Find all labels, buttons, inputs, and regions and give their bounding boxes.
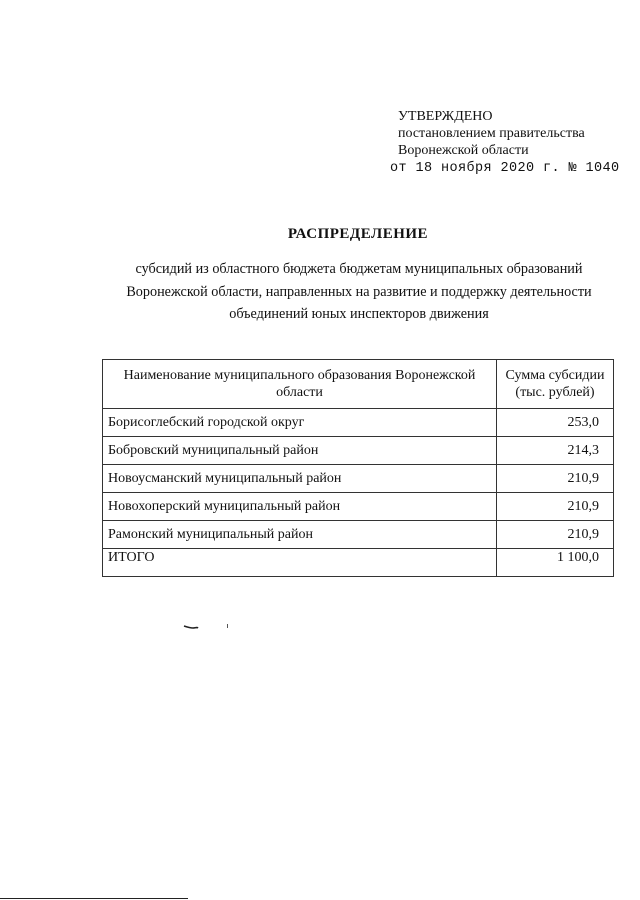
- cell-amount: 210,9: [497, 493, 614, 521]
- approval-region: Воронежской области: [398, 143, 529, 158]
- document-subtitle: [100, 258, 618, 326]
- pen-mark: [183, 624, 199, 630]
- approval-approved: УТВЕРЖДЕНО: [398, 109, 493, 124]
- header-amount: Сумма субсидии (тыс. рублей): [497, 360, 614, 409]
- subtitle-line: Воронежской области, направленных на развитие и поддержку деятельности: [126, 283, 592, 300]
- header-municipality: Наименование муниципального образования Воронежской области: [103, 360, 497, 409]
- approval-date: от 18 ноября 2020 г. № 1040: [390, 161, 620, 176]
- table-row: [103, 409, 614, 437]
- subsidy-table: [102, 359, 614, 577]
- table-header-row: [103, 360, 614, 409]
- approval-decree: постановлением правительства: [398, 126, 585, 141]
- cell-amount: 210,9: [497, 521, 614, 549]
- pen-tick: [227, 624, 228, 628]
- cell-municipality: Борисоглебский городской округ: [103, 409, 497, 437]
- total-amount: 1 100,0: [497, 549, 614, 577]
- cell-amount: 253,0: [497, 409, 614, 437]
- cell-municipality: Бобровский муниципальный район: [103, 437, 497, 465]
- table-row: [103, 521, 614, 549]
- cell-amount: 214,3: [497, 437, 614, 465]
- subtitle-line: субсидий из областного бюджета бюджетам муниципальных образований: [135, 261, 583, 277]
- table-row: [103, 493, 614, 521]
- subtitle-line: объединений юных инспекторов движения: [229, 306, 489, 322]
- cell-municipality: Новоусманский муниципальный район: [103, 465, 497, 493]
- approval-stamp: [390, 108, 630, 177]
- total-label: ИТОГО: [103, 549, 497, 577]
- cell-municipality: Новохоперский муниципальный район: [103, 493, 497, 521]
- cell-amount: 210,9: [497, 465, 614, 493]
- table-total-row: [103, 549, 614, 577]
- footnote-divider: [0, 898, 188, 899]
- table-row: [103, 437, 614, 465]
- cell-municipality: Рамонский муниципальный район: [103, 521, 497, 549]
- document-title: РАСПРЕДЕЛЕНИЕ: [287, 226, 429, 242]
- table-row: [103, 465, 614, 493]
